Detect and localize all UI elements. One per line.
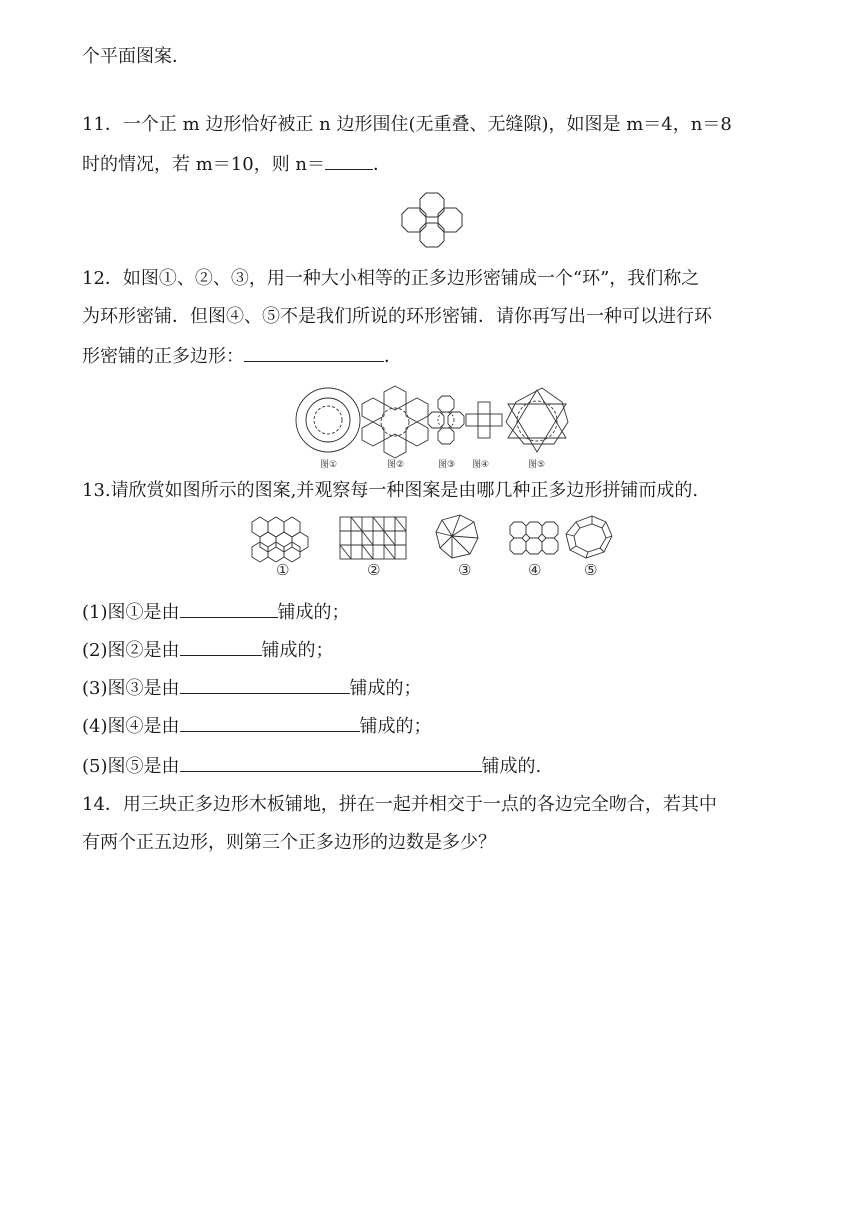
q11-line2-prefix: 时的情况，若 m＝10，则 n＝ [82,154,326,175]
pattern-triangles-squares [436,515,478,558]
q12-caption-3: 图③ [438,460,456,470]
q13-item-4 [82,712,432,742]
q12-line1: 12．如图①、②、③，用一种大小相等的正多边形密铺成一个“环”，我们称之 [82,268,700,289]
ring-figure-5 [506,388,568,452]
q12-answer-blank[interactable] [244,343,384,362]
q13-item-3-prefix: (3)图③是由 [82,678,180,699]
q13-item-2-suffix: 铺成的； [261,640,334,661]
q11-octagon-figure [398,188,468,252]
q12-line3 [82,342,402,372]
q13-label-1: ① [276,561,290,579]
q14-line1: 14．用三块正多边形木板铺地，拼在一起并相交于一点的各边完全吻合，若其中 [82,794,717,815]
q13-item-1 [82,598,350,628]
ring-figure-1 [296,388,360,452]
q13-blank-3[interactable] [180,675,350,694]
q11-line1: 11．一个正 m 边形恰好被正 n 边形围住(无重叠、无缝隙)，如图是 m＝4，n＝8 [82,114,732,135]
q13-item-4-suffix: 铺成的； [359,716,432,737]
q13-intro: 13.请欣赏如图所示的图案,并观察每一种图案是由哪几种正多边形拼铺而成的. [82,480,699,501]
q11-answer-blank[interactable] [325,151,373,170]
q13-item-5 [82,752,541,782]
q13-item-3-suffix: 铺成的； [349,678,422,699]
q13-item-3 [82,674,422,704]
q13-label-5: ⑤ [584,561,598,579]
pattern-squares [340,517,406,559]
pattern-hexagons [252,517,308,562]
q12-caption-4: 图④ [472,460,490,470]
q12-line3-prefix: 形密铺的正多边形： [82,346,244,367]
q11-line2 [82,150,391,180]
q12-caption-2: 图② [387,460,405,470]
pattern-octagons [510,522,558,554]
q13-label-3: ③ [458,561,472,579]
continuation-text: 个平面图案． [82,46,190,67]
q13-item-5-suffix: 铺成的. [481,756,542,777]
q13-item-1-prefix: (1)图①是由 [82,602,180,623]
q12-ring-figures [292,382,570,470]
ring-figure-4 [466,402,502,438]
ring-figure-3 [428,396,464,444]
q12-line2: 为环形密铺．但图④、⑤不是我们所说的环形密铺．请你再写出一种可以进行环 [82,306,712,327]
q11-line2-suffix: ． [373,154,392,175]
q13-blank-4[interactable] [180,713,360,732]
q13-blank-1[interactable] [180,599,278,618]
q13-label-2: ② [367,561,381,579]
q14-line2: 有两个正五边形，则第三个正多边形的边数是多少？ [82,832,496,853]
q13-blank-2[interactable] [180,637,262,656]
ring-figure-2 [362,386,428,458]
q13-item-1-suffix: 铺成的； [277,602,350,623]
q13-item-4-prefix: (4)图④是由 [82,716,180,737]
q12-caption-5: 图⑤ [528,460,546,470]
pattern-mixed [566,516,612,558]
q13-item-5-prefix: (5)图⑤是由 [82,756,180,777]
q13-pattern-figures [246,512,616,582]
q13-blank-5[interactable] [180,753,482,772]
q13-label-4: ④ [528,561,542,579]
q13-item-2 [82,636,334,666]
q13-item-2-prefix: (2)图②是由 [82,640,180,661]
q12-caption-1: 图① [320,460,338,470]
q12-line3-suffix: ． [384,346,402,367]
